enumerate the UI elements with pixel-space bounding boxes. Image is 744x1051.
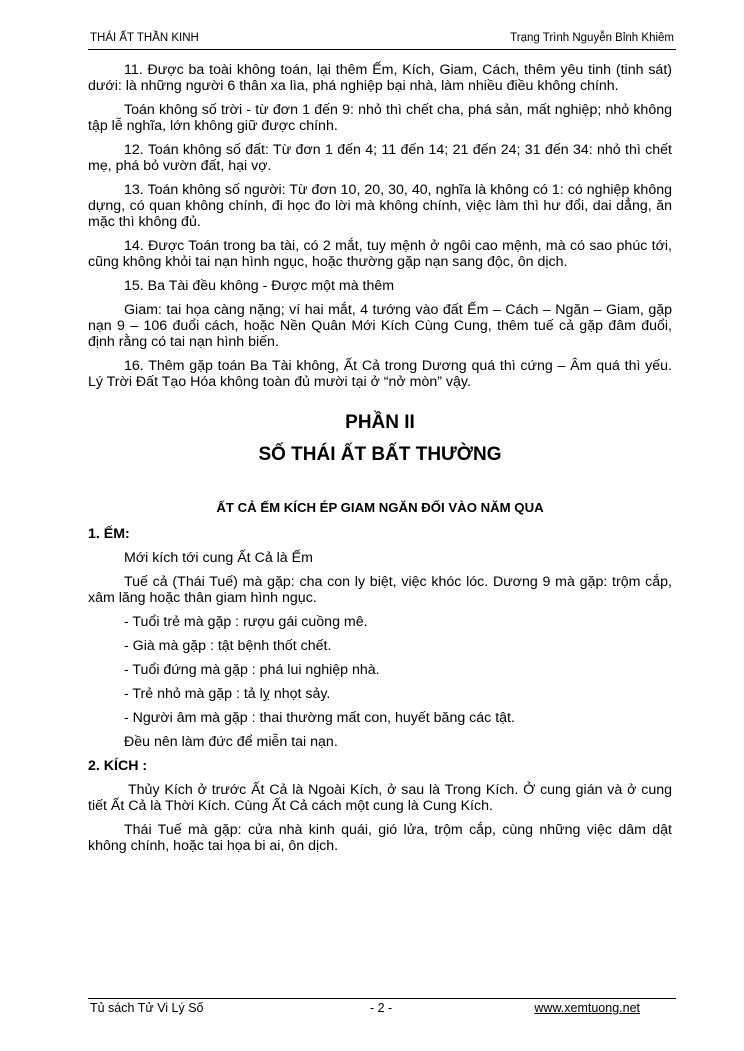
part-title: PHẦN II <box>345 412 415 433</box>
part-subtitle: SỐ THÁI ẤT BẤT THƯỜNG <box>258 444 502 465</box>
header-divider <box>88 49 676 50</box>
list-item: - Người âm mà gặp : thai thường mất con, huyết băng các tật. <box>124 710 515 726</box>
paragraph: 14. Được Toán trong ba tài, có 2 mắt, tuy mệnh ở ngôi cao mệnh, mà có sao phúc tới, cũng không khỏi tai nạn hình ngục, hoặc thường gặp nạn sang độc, ôn dịch. <box>88 238 672 270</box>
page-content <box>88 62 672 862</box>
paragraph: Giam: tai họa càng nặng; ví hai mắt, 4 tướng vào đất Ếm – Cách – Ngăn – Giam, gặp nạn 9 – 106 đuổi cách, hoặc Nền Quân Mới Kích Cùng Cung, thêm tuế cả gặp đâm đuổi, định rằng có tai nạn hình biến. <box>88 302 672 350</box>
footer-collection: Tủ sách Tử Vi Lý Số <box>90 1001 204 1015</box>
footer-divider <box>88 998 676 999</box>
paragraph: Mới kích tới cung Ất Cả là Ếm <box>124 550 313 566</box>
paragraph: Thái Tuế mà gặp: cửa nhà kinh quái, gió lửa, trộm cắp, cùng những việc dâm dật không chính, hoặc tai họa bi ai, ôn dịch. <box>88 822 672 854</box>
paragraph: Toán không số trời - từ đơn 1 đến 9: nhỏ thì chết cha, phá sản, mất nghiệp; nhỏ không tập lễ nghĩa, lớn không giữ được chính. <box>88 102 672 134</box>
header-book-title: THÁI ẤT THẦN KINH <box>90 32 199 44</box>
list-item: - Tuổi đứng mà gặp : phá lui nghiệp nhà. <box>124 662 380 678</box>
header-author: Trạng Trình Nguyễn Bỉnh Khiêm <box>510 32 674 44</box>
paragraph: 11. Được ba toài không toán, lại thêm Ếm, Kích, Giam, Cách, thêm yêu tinh (tinh sát) dưới: là những người 6 thân xa lìa, phá nghiệp bại nhà, làm nhiều điều không chính. <box>88 62 672 94</box>
paragraph: Đều nên làm đức để miễn tai nạn. <box>124 734 338 750</box>
section-heading: ẤT CẢ ẾM KÍCH ÉP GIAM NGĂN ĐỐI VÀO NĂM QUA <box>216 500 544 515</box>
list-item: - Già mà gặp : tật bệnh thốt chết. <box>124 638 332 654</box>
paragraph: Tuế cả (Thái Tuế) mà gặp: cha con ly biệt, việc khóc lóc. Dương 9 mà gặp: trộm cắp, xâm lăng hoặc thân giam hình ngục. <box>88 574 672 606</box>
paragraph: 16. Thêm gặp toán Ba Tài không, Ất Cả trong Dương quá thì cứng – Âm quá thì yếu. Lý Trời Đất Tạo Hóa không toàn đủ mười tại ở “nở mòn” vậy. <box>88 358 672 390</box>
paragraph: 13. Toán không số người: Từ đơn 10, 20, 30, 40, nghĩa là không có 1: có nghiệp không dựng, có quan không chính, đi học đo lời mà không chính, việc làm thì hư đổi, dai dẳng, ăn mặc thì không đủ. <box>88 182 672 230</box>
footer-website-link[interactable]: www.xemtuong.net <box>534 1001 640 1015</box>
list-item: - Tuổi trẻ mà gặp : rượu gái cuồng mê. <box>124 614 368 630</box>
section-1-heading: 1. ẾM: <box>88 526 130 542</box>
paragraph: Thủy Kích ở trước Ất Cả là Ngoài Kích, ở sau là Trong Kích. Ở cung gián và ở cung tiết Ất Cả là Thời Kích. Cùng Ất Cả cách một cung là Cung Kích. <box>88 782 672 814</box>
page-number: - 2 - <box>370 1001 393 1015</box>
section-2-heading: 2. KÍCH : <box>88 758 148 774</box>
page-header <box>90 32 674 44</box>
paragraph: 12. Toán không số đất: Từ đơn 1 đến 4; 11 đến 14; 21 đến 24; 31 đến 34: nhỏ thì chết mẹ, phá bỏ vườn đất, hại vợ. <box>88 142 672 174</box>
paragraph: 15. Ba Tài đều không - Được một mà thêm <box>124 278 395 294</box>
list-item: - Trẻ nhỏ mà gặp : tả lỵ nhọt sảy. <box>124 686 331 702</box>
